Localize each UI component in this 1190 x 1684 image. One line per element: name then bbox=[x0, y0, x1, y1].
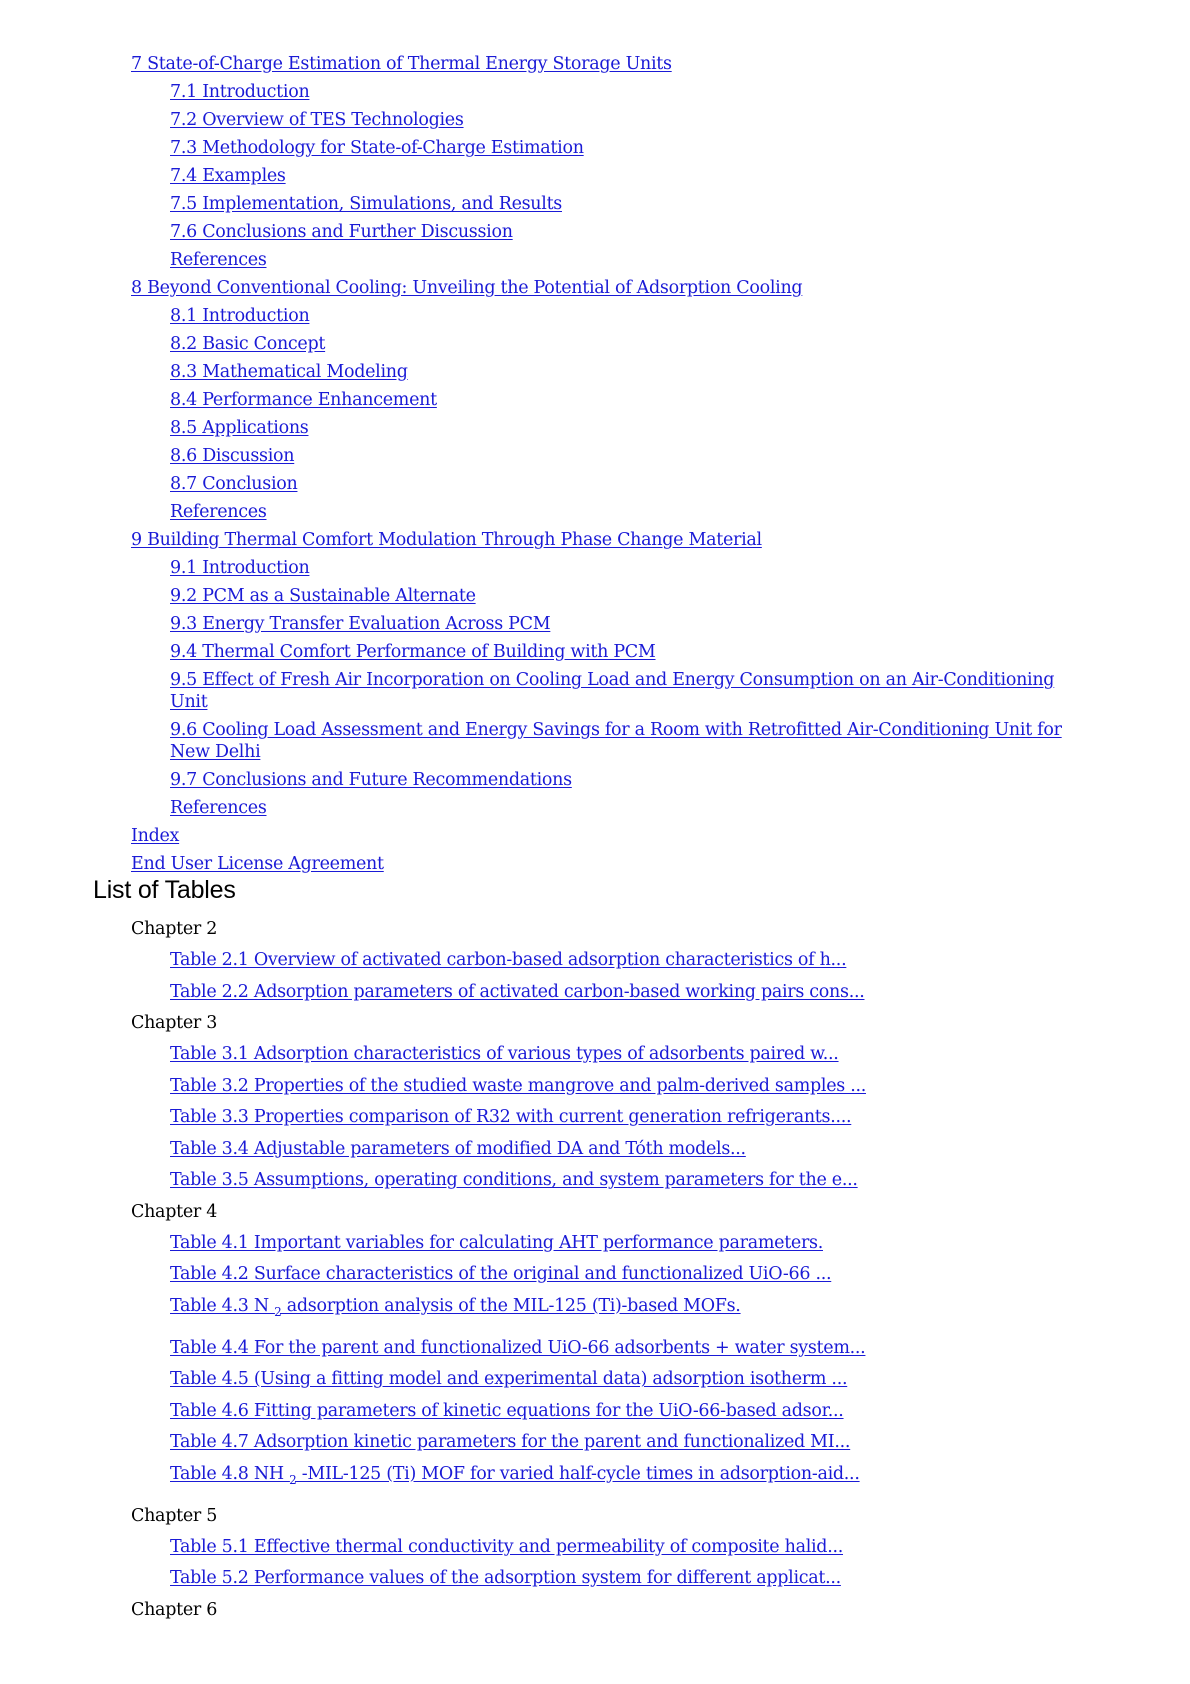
toc-link-9-2[interactable]: 9.2 PCM as a Sustainable Alternate bbox=[170, 586, 476, 606]
toc-link-9-4[interactable]: 9.4 Thermal Comfort Performance of Building with PCM bbox=[170, 642, 656, 662]
toc-entry bbox=[170, 613, 1090, 635]
toc-link-8-5[interactable]: 8.5 Applications bbox=[170, 418, 309, 438]
table-entry bbox=[170, 1536, 1190, 1558]
table-link-3-3[interactable]: Table 3.3 Properties comparison of R32 with current generation refrigerants.... bbox=[170, 1107, 852, 1127]
table-link-3-1[interactable]: Table 3.1 Adsorption characteristics of various types of adsorbents paired w... bbox=[170, 1044, 839, 1064]
toc-entry bbox=[131, 825, 1190, 847]
table-link-4-1[interactable]: Table 4.1 Important variables for calculating AHT performance parameters. bbox=[170, 1232, 823, 1253]
table-link-4-6[interactable]: Table 4.6 Fitting parameters of kinetic equations for the UiO-66-based adsor... bbox=[170, 1400, 844, 1421]
toc-entry bbox=[170, 769, 1090, 791]
toc-link-eula[interactable]: End User License Agreement bbox=[131, 854, 384, 874]
table-link-text: -MIL-125 (Ti) MOF for varied half-cycle times in adsorption-aid... bbox=[296, 1463, 860, 1484]
toc-entry bbox=[170, 445, 1090, 467]
table-entry bbox=[170, 1368, 1190, 1390]
table-entry bbox=[170, 1400, 1190, 1422]
table-link-4-3[interactable] bbox=[170, 1295, 741, 1319]
toc-link-9-6[interactable]: 9.6 Cooling Load Assessment and Energy Savings for a Room with Retrofitted Air-Conditioning Unit for New Delhi bbox=[170, 720, 1062, 762]
table-link-4-5[interactable]: Table 4.5 (Using a fitting model and experimental data) adsorption isotherm ... bbox=[170, 1369, 848, 1389]
table-link-5-2[interactable]: Table 5.2 Performance values of the adsorption system for different applicat... bbox=[170, 1568, 841, 1588]
toc-entry bbox=[131, 277, 1190, 299]
toc-link-9-7[interactable]: 9.7 Conclusions and Future Recommendations bbox=[170, 770, 572, 790]
toc-entry bbox=[170, 501, 1090, 523]
toc-link-8-1[interactable]: 8.1 Introduction bbox=[170, 306, 310, 326]
table-entry bbox=[170, 1043, 1190, 1065]
list-of-tables-heading: List of Tables bbox=[93, 876, 236, 904]
toc-entry bbox=[170, 641, 1090, 663]
toc-entry bbox=[170, 389, 1090, 411]
chapter-label: Chapter 4 bbox=[131, 1201, 218, 1222]
toc-link-8-7[interactable]: 8.7 Conclusion bbox=[170, 474, 298, 494]
table-link-3-4[interactable]: Table 3.4 Adjustable parameters of modified DA and Tóth models... bbox=[170, 1138, 746, 1159]
toc-entry bbox=[170, 361, 1090, 383]
toc-entry bbox=[170, 109, 1090, 131]
toc-entry bbox=[170, 417, 1090, 439]
table-entry bbox=[170, 1075, 1190, 1097]
table-link-3-5[interactable]: Table 3.5 Assumptions, operating conditions, and system parameters for the e... bbox=[170, 1170, 858, 1190]
table-entry bbox=[170, 1295, 1190, 1323]
table-entry bbox=[170, 1169, 1190, 1191]
toc-entry bbox=[170, 305, 1090, 327]
toc-entry bbox=[170, 797, 1090, 819]
toc-link-chapter-7[interactable]: 7 State-of-Charge Estimation of Thermal Energy Storage Units bbox=[131, 54, 672, 74]
toc-entry bbox=[170, 137, 1090, 159]
table-link-text: Table 4.8 NH bbox=[170, 1463, 290, 1484]
chapter-label: Chapter 5 bbox=[131, 1505, 218, 1526]
table-entry bbox=[170, 1337, 1190, 1359]
toc-entry bbox=[170, 719, 1090, 763]
toc-link-chapter-8[interactable]: 8 Beyond Conventional Cooling: Unveiling the Potential of Adsorption Cooling bbox=[131, 278, 803, 298]
toc-link-references-7[interactable]: References bbox=[170, 250, 267, 270]
toc-entry bbox=[170, 333, 1090, 355]
toc-entry bbox=[170, 669, 1090, 713]
table-entry bbox=[170, 949, 1190, 971]
toc-entry bbox=[131, 53, 1190, 75]
table-link-4-2[interactable]: Table 4.2 Surface characteristics of the original and functionalized UiO-66 ... bbox=[170, 1264, 832, 1284]
table-entry bbox=[170, 1567, 1190, 1589]
chapter-label: Chapter 6 bbox=[131, 1599, 218, 1620]
chapter-label: Chapter 2 bbox=[131, 919, 218, 939]
table-entry bbox=[170, 1431, 1190, 1453]
table-entry bbox=[170, 981, 1190, 1003]
toc-link-references-8[interactable]: References bbox=[170, 502, 267, 522]
toc-entry bbox=[131, 853, 1190, 875]
chapter-label: Chapter 3 bbox=[131, 1013, 218, 1033]
toc-link-9-1[interactable]: 9.1 Introduction bbox=[170, 558, 310, 578]
toc-entry bbox=[170, 81, 1090, 103]
toc-link-chapter-9[interactable]: 9 Building Thermal Comfort Modulation Through Phase Change Material bbox=[131, 530, 762, 550]
toc-link-8-4[interactable]: 8.4 Performance Enhancement bbox=[170, 390, 437, 410]
toc-link-8-3[interactable]: 8.3 Mathematical Modeling bbox=[170, 362, 408, 382]
toc-entry bbox=[170, 473, 1090, 495]
table-link-3-2[interactable]: Table 3.2 Properties of the studied waste mangrove and palm-derived samples ... bbox=[170, 1075, 866, 1096]
table-entry bbox=[170, 1106, 1190, 1128]
toc-link-index[interactable]: Index bbox=[131, 826, 180, 846]
table-link-2-2[interactable]: Table 2.2 Adsorption parameters of activated carbon-based working pairs cons... bbox=[170, 981, 865, 1002]
table-link-4-7[interactable]: Table 4.7 Adsorption kinetic parameters for the parent and functionalized MI... bbox=[170, 1432, 851, 1452]
subscript: 2 bbox=[289, 1472, 297, 1487]
table-entry bbox=[170, 1463, 1190, 1491]
toc-link-7-5[interactable]: 7.5 Implementation, Simulations, and Results bbox=[170, 194, 562, 214]
toc-link-8-6[interactable]: 8.6 Discussion bbox=[170, 446, 295, 466]
toc-link-references-9[interactable]: References bbox=[170, 798, 267, 818]
toc-entry bbox=[170, 585, 1090, 607]
list-of-tables bbox=[0, 918, 1190, 1630]
toc-link-9-3[interactable]: 9.3 Energy Transfer Evaluation Across PCM bbox=[170, 614, 551, 634]
table-link-5-1[interactable]: Table 5.1 Effective thermal conductivity and permeability of composite halid... bbox=[170, 1536, 843, 1557]
toc-entry bbox=[170, 557, 1090, 579]
toc-entry bbox=[170, 221, 1090, 243]
toc-link-7-2[interactable]: 7.2 Overview of TES Technologies bbox=[170, 110, 464, 130]
table-link-text: Table 4.3 N bbox=[170, 1295, 275, 1316]
toc-link-8-2[interactable]: 8.2 Basic Concept bbox=[170, 334, 326, 354]
table-of-contents bbox=[0, 53, 1190, 881]
toc-entry bbox=[170, 165, 1090, 187]
toc-entry bbox=[170, 249, 1090, 271]
table-link-text: adsorption analysis of the MIL-125 (Ti)-based MOFs. bbox=[281, 1295, 741, 1316]
table-link-4-8[interactable] bbox=[170, 1463, 860, 1487]
table-link-2-1[interactable]: Table 2.1 Overview of activated carbon-based adsorption characteristics of h... bbox=[170, 950, 847, 970]
toc-entry bbox=[170, 193, 1090, 215]
table-link-4-4[interactable]: Table 4.4 For the parent and functionalized UiO-66 adsorbents + water system... bbox=[170, 1337, 866, 1358]
table-entry bbox=[170, 1232, 1190, 1254]
subscript: 2 bbox=[274, 1304, 282, 1319]
toc-link-7-1[interactable]: 7.1 Introduction bbox=[170, 82, 310, 102]
table-entry bbox=[170, 1138, 1190, 1160]
toc-entry bbox=[131, 529, 1190, 551]
toc-link-9-5[interactable]: 9.5 Effect of Fresh Air Incorporation on Cooling Load and Energy Consumption on an Air-Conditioning Unit bbox=[170, 670, 1055, 712]
toc-link-7-6[interactable]: 7.6 Conclusions and Further Discussion bbox=[170, 222, 513, 242]
toc-link-7-3[interactable]: 7.3 Methodology for State-of-Charge Estimation bbox=[170, 138, 584, 158]
toc-link-7-4[interactable]: 7.4 Examples bbox=[170, 166, 286, 186]
table-entry bbox=[170, 1263, 1190, 1285]
